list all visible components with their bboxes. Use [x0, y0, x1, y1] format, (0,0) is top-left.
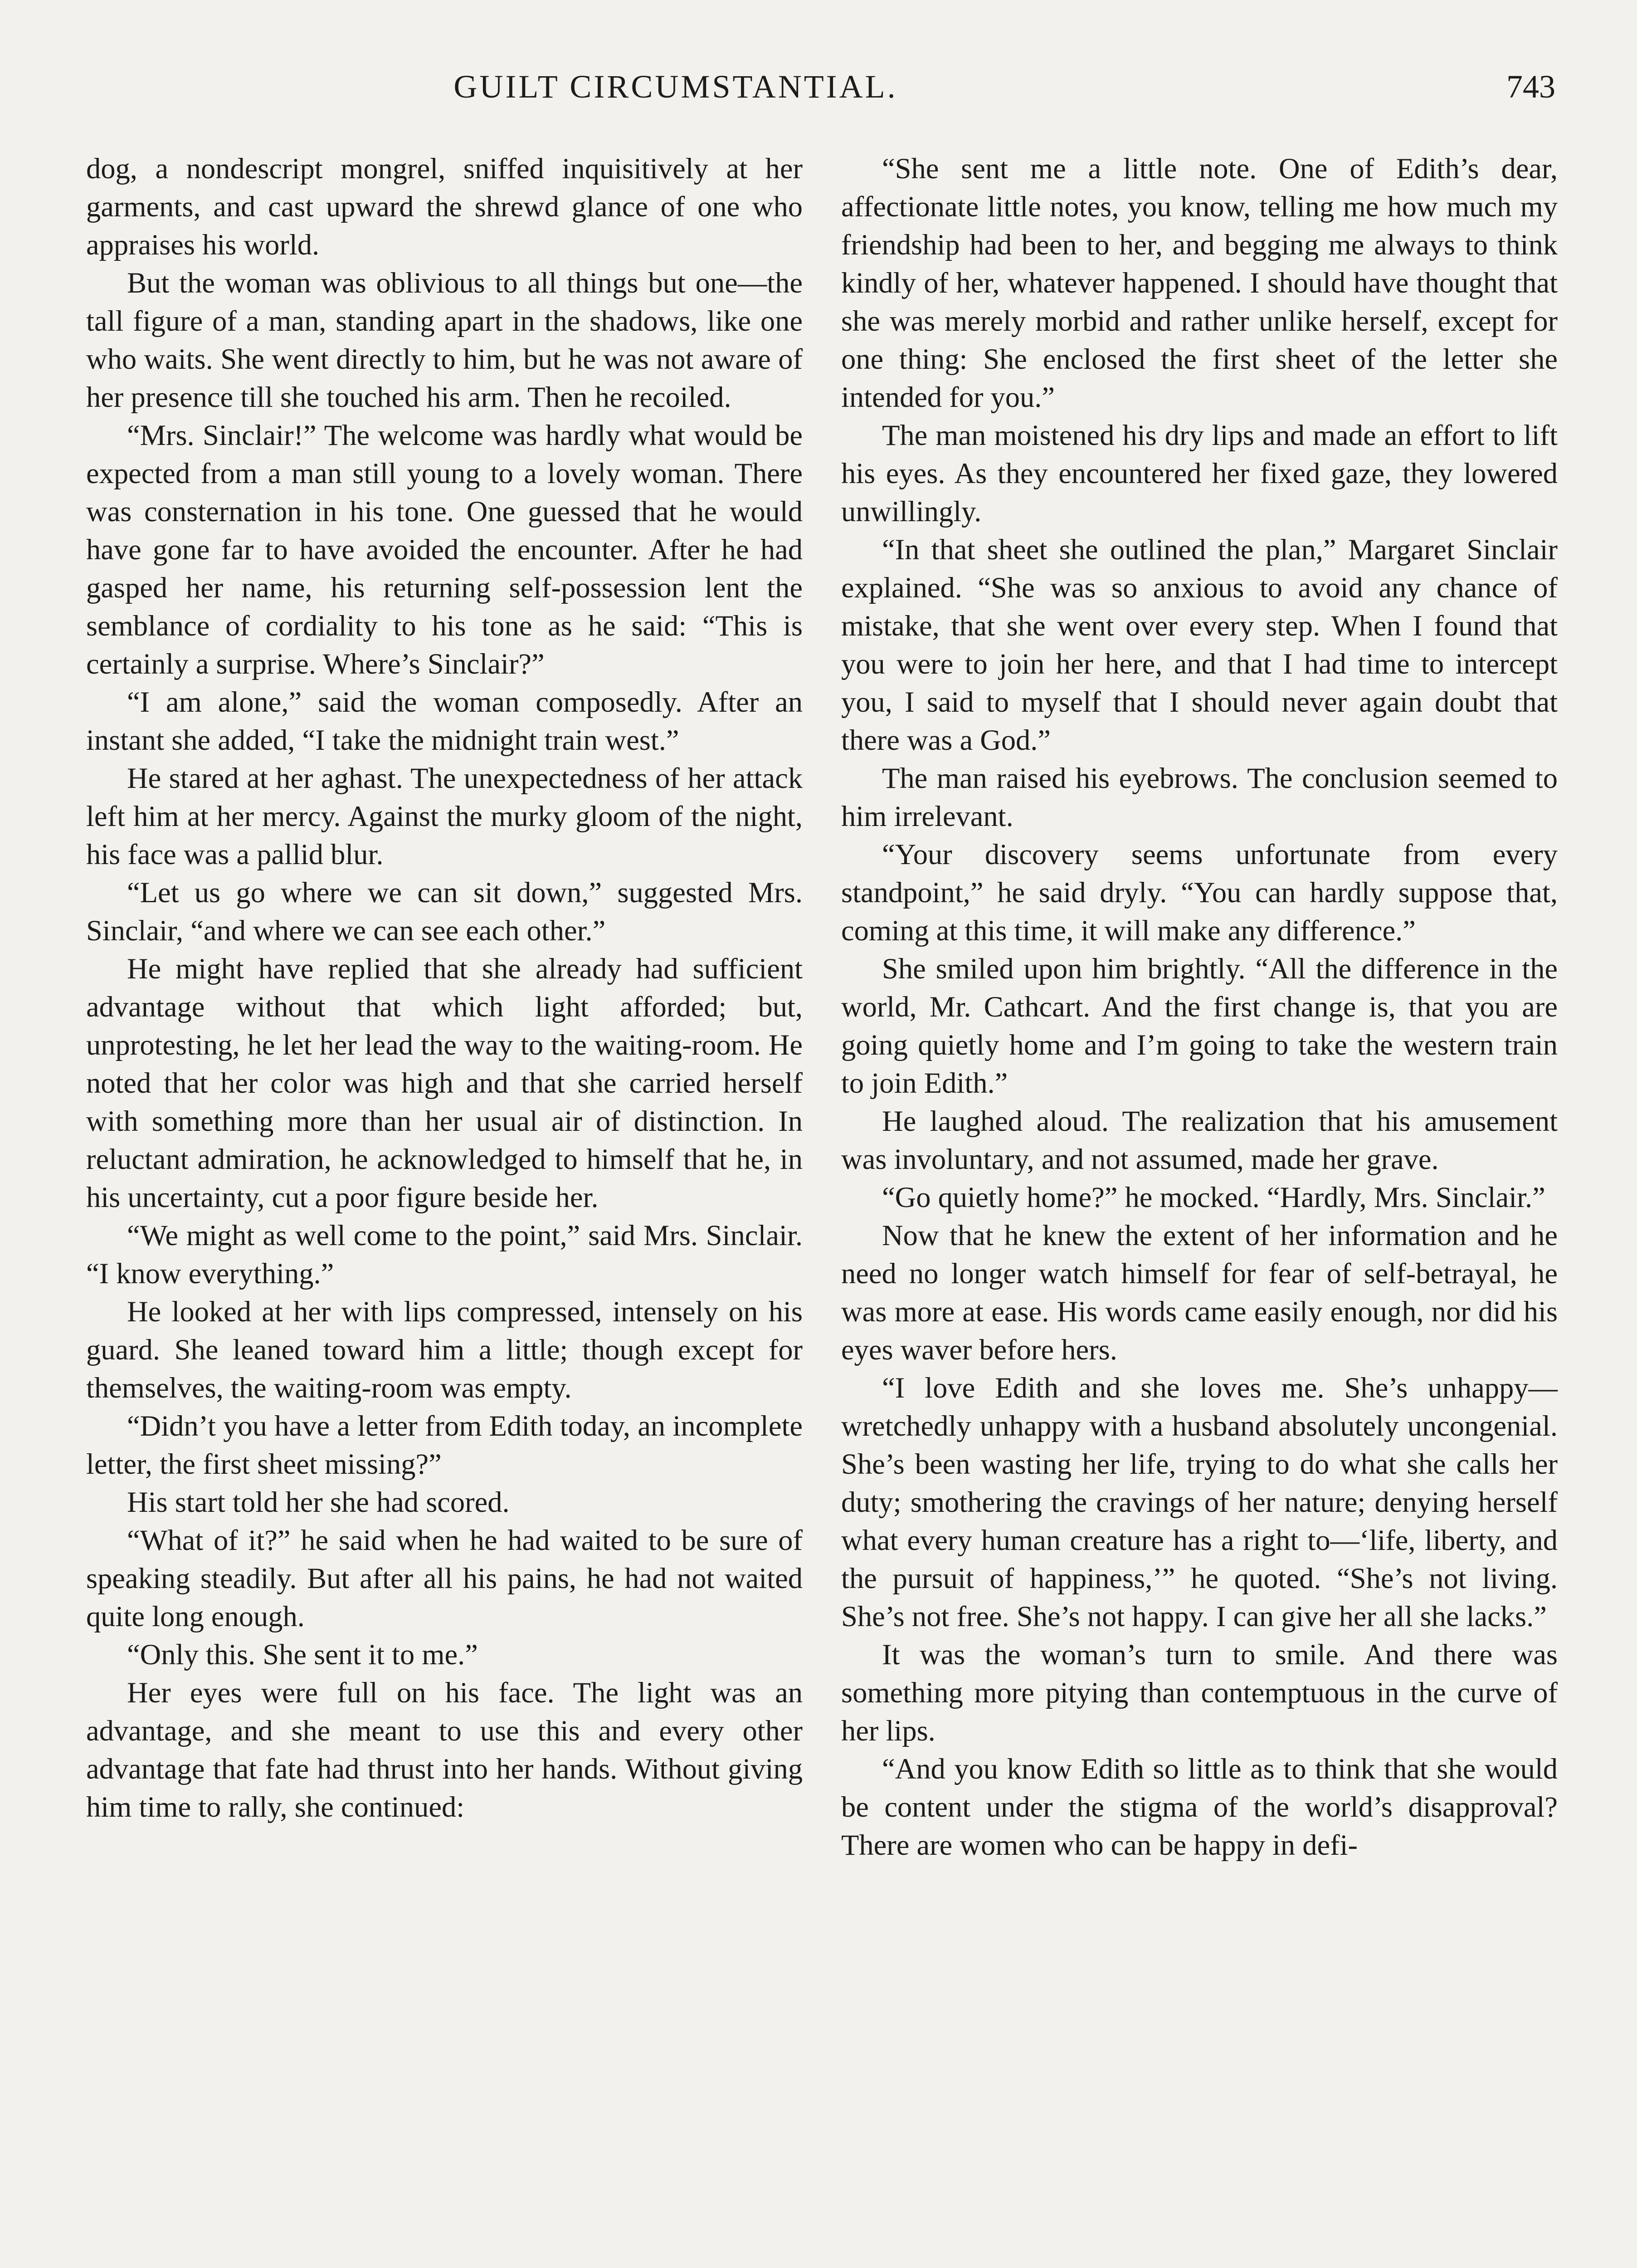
paragraph: His start told her she had scored. — [127, 1486, 510, 1518]
paragraph: It was the woman’s turn to smile. And there was something more pitying than contemptuous in the curve of her lips. — [841, 1638, 1558, 1747]
paragraph: dog, a nondescript mongrel, sniffed inquisitively at her garments, and cast upward the shrewd glance of one who appraises his world. — [86, 152, 803, 261]
paragraph: The man moistened his dry lips and made an effort to lift his eyes. As they encountered her fixed gaze, they lowered unwillingly. — [841, 419, 1558, 528]
paragraph: But the woman was oblivious to all things but one—the tall figure of a man, standing apart in the shadows, like one who waits. She went directly to him, but he was not aware of her presence till she touched his arm. Then he recoiled. — [86, 267, 803, 413]
page-number: 743 — [1506, 68, 1555, 105]
paragraph: She smiled upon him brightly. “All the difference in the world, Mr. Cathcart. And the first change is, that you are going quietly home and I’m going to take the western train to join Edith.” — [841, 953, 1558, 1099]
paragraph: “Mrs. Sinclair!” The welcome was hardly what would be expected from a man still young to a lovely woman. There was consternation in his tone. One guessed that he would have gone far to have avoided the encounter. After he had gasped her name, his returning self-possession lent the semblance of cordiality to his tone as he said: “This is certainly a surprise. Where’s Sinclair?” — [86, 419, 803, 680]
paragraph: “She sent me a little note. One of Edith’s dear, affectionate little notes, you know, telling me how much my friendship had been to her, and begging me always to think kindly of her, whatever happened. I should have thought that she was merely morbid and rather unlike herself, except for one thing: She enclosed the first sheet of the letter she intended for you.” — [841, 152, 1558, 413]
running-title: GUILT CIRCUMSTANTIAL. — [453, 68, 898, 105]
paragraph: He might have replied that she already had sufficient advantage without that which light afforded; but, unprotesting, he let her lead the way to the waiting-room. He noted that her color was high and that she carried herself with something more than her usual air of distinction. In reluctant admiration, he acknowledged to himself that he, in his uncertainty, cut a poor figure beside her. — [86, 953, 803, 1213]
paragraph: “We might as well come to the point,” said Mrs. Sinclair. “I know everything.” — [86, 1219, 803, 1290]
page-header — [86, 68, 1555, 118]
paragraph: “I am alone,” said the woman composedly. After an instant she added, “I take the midnight train west.” — [86, 686, 803, 756]
paragraph: “And you know Edith so little as to think that she would be content under the stigma of the world’s disapproval? There are women who can be happy in defi- — [841, 1753, 1558, 1861]
paragraph: He laughed aloud. The realization that his amusement was involuntary, and not assumed, made her grave. — [841, 1105, 1558, 1175]
paragraph: “Your discovery seems unfortunate from every standpoint,” he said dryly. “You can hardly suppose that, coming at this time, it will make any difference.” — [841, 838, 1558, 947]
paragraph: He stared at her aghast. The unexpectedness of her attack left him at her mercy. Against the murky gloom of the night, his face was a pallid blur. — [86, 762, 803, 870]
paragraph: “Let us go where we can sit down,” suggested Mrs. Sinclair, “and where we can see each other.” — [86, 876, 803, 947]
paragraph: The man raised his eyebrows. The conclusion seemed to him irrelevant. — [841, 762, 1558, 832]
paragraph: “Go quietly home?” he mocked. “Hardly, Mrs. Sinclair.” — [882, 1181, 1545, 1213]
left-column — [86, 150, 803, 1826]
right-column — [841, 150, 1558, 1864]
paragraph: “Didn’t you have a letter from Edith today, an incomplete letter, the first sheet missing?” — [86, 1410, 803, 1480]
paragraph: “In that sheet she outlined the plan,” Margaret Sinclair explained. “She was so anxious to avoid any chance of mistake, that she went over every step. When I found that you were to join her here, and that I had time to intercept you, I said to myself that I should never again doubt that there was a God.” — [841, 533, 1558, 756]
paragraph: “What of it?” he said when he had waited to be sure of speaking steadily. But after all his pains, he had not waited quite long enough. — [86, 1524, 803, 1633]
paragraph: He looked at her with lips compressed, intensely on his guard. She leaned toward him a little; though except for themselves, the waiting-room was empty. — [86, 1295, 803, 1404]
paragraph: Her eyes were full on his face. The light was an advantage, and she meant to use this and every other advantage that fate had thrust into her hands. Without giving him time to rally, she continued: — [86, 1677, 803, 1823]
paragraph: Now that he knew the extent of her information and he need no longer watch himself for fear of self-betrayal, he was more at ease. His words came easily enough, nor did his eyes waver before hers. — [841, 1219, 1558, 1366]
paragraph: “Only this. She sent it to me.” — [127, 1638, 478, 1671]
paragraph: “I love Edith and she loves me. She’s unhappy—wretchedly unhappy with a husband absolutely uncongenial. She’s been wasting her life, trying to do what she calls her duty; smothering the cravings of her nature; denying herself what every human creature has a right to—‘life, liberty, and the pursuit of happiness,’” he quoted. “She’s not living. She’s not free. She’s not happy. I can give her all she lacks.” — [841, 1372, 1558, 1633]
